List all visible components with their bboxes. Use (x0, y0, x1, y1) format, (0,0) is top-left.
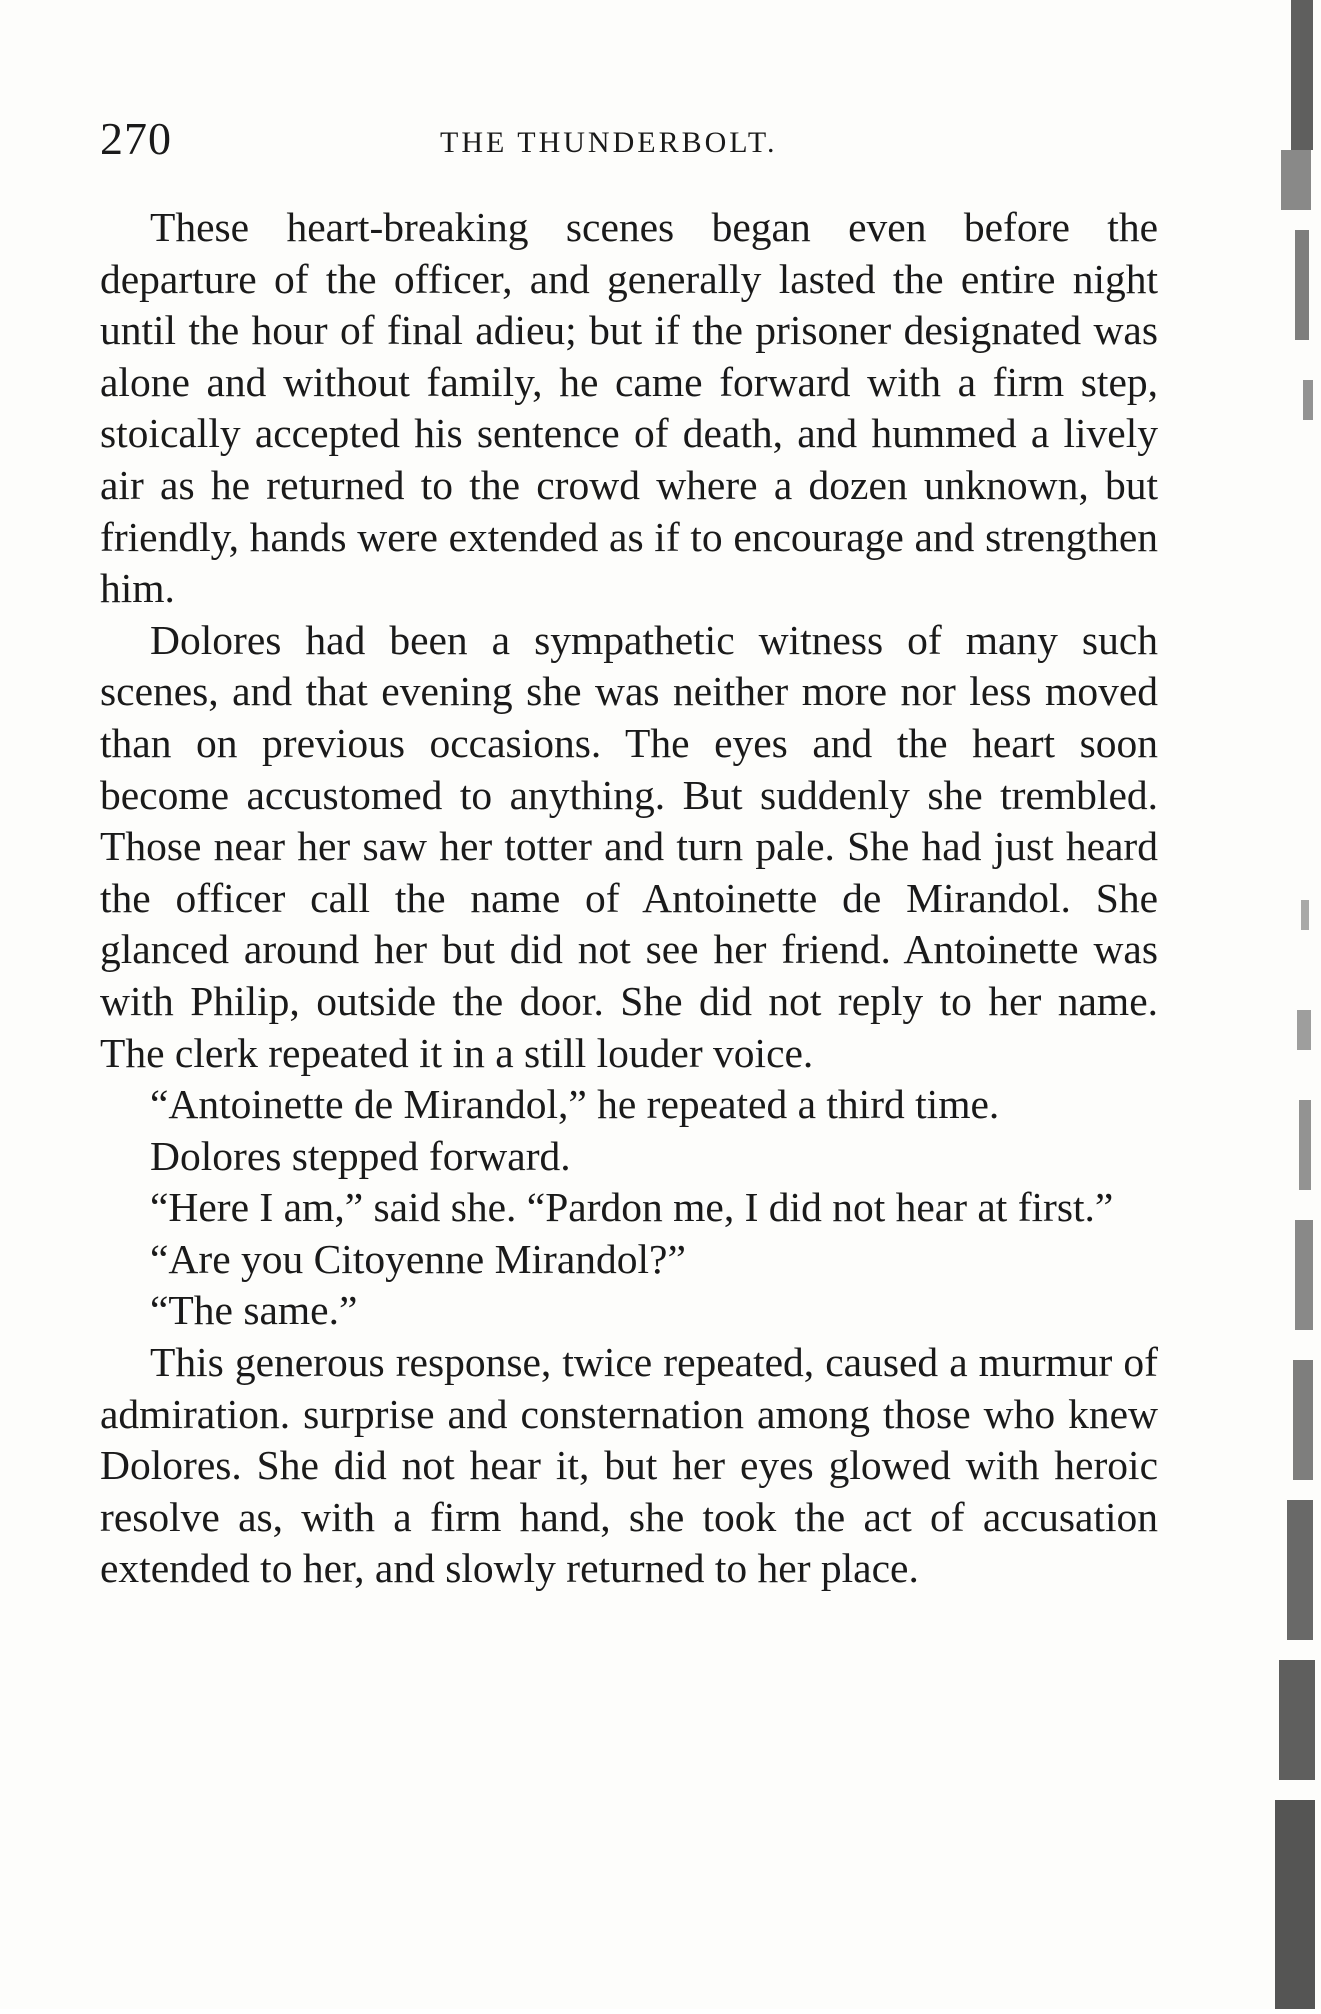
paragraph: These heart-breaking scenes began even before the departure of the officer, and generally lasted the entire night until the hour of final adieu; but if the prisoner designated was alone and without family, he came forward with a firm step, stoically accepted his sentence of death, and hummed a lively air as he returned to the crowd where a dozen unknown, but friendly, hands were extended as if to encourage and strengthen him. (100, 204, 1158, 612)
running-head: THE THUNDERBOLT. (440, 126, 778, 159)
paragraph: “Here I am,” said she. “Pardon me, I did not hear at first.” (150, 1184, 1114, 1231)
body-text (100, 202, 1158, 1595)
paragraph: “Antoinette de Mirandol,” he repeated a third time. (150, 1081, 1000, 1128)
paragraph: “The same.” (150, 1287, 358, 1334)
page-edge-gutter (1231, 0, 1321, 2009)
paragraph: “Are you Citoyenne Mirandol?” (150, 1235, 686, 1282)
paragraph: Dolores had been a sympathetic witness of many such scenes, and that evening she was neither more nor less moved than on previous occasions. The eyes and the heart soon become accustomed to anything. But suddenly she trembled. Those near her saw her totter and turn pale. She had just heard the officer call the name of Antoinette de Mirandol. She glanced around her but did not see her friend. Antoinette was with Philip, outside the door. She did not reply to her name. The clerk repeated it in a still louder voice. (100, 616, 1158, 1076)
scan-edge-artifacts (1231, 0, 1321, 2009)
page-number: 270 (100, 113, 172, 164)
paragraph: Dolores stepped forward. (150, 1132, 571, 1179)
paragraph: This generous response, twice repeated, caused a murmur of admiration. surprise and consternation among those who knew Dolores. She did not hear it, but her eyes glowed with heroic resolve as, with a firm hand, she took the act of accusation extended to her, and slowly returned to her place. (100, 1339, 1158, 1592)
page-header (100, 112, 1160, 172)
